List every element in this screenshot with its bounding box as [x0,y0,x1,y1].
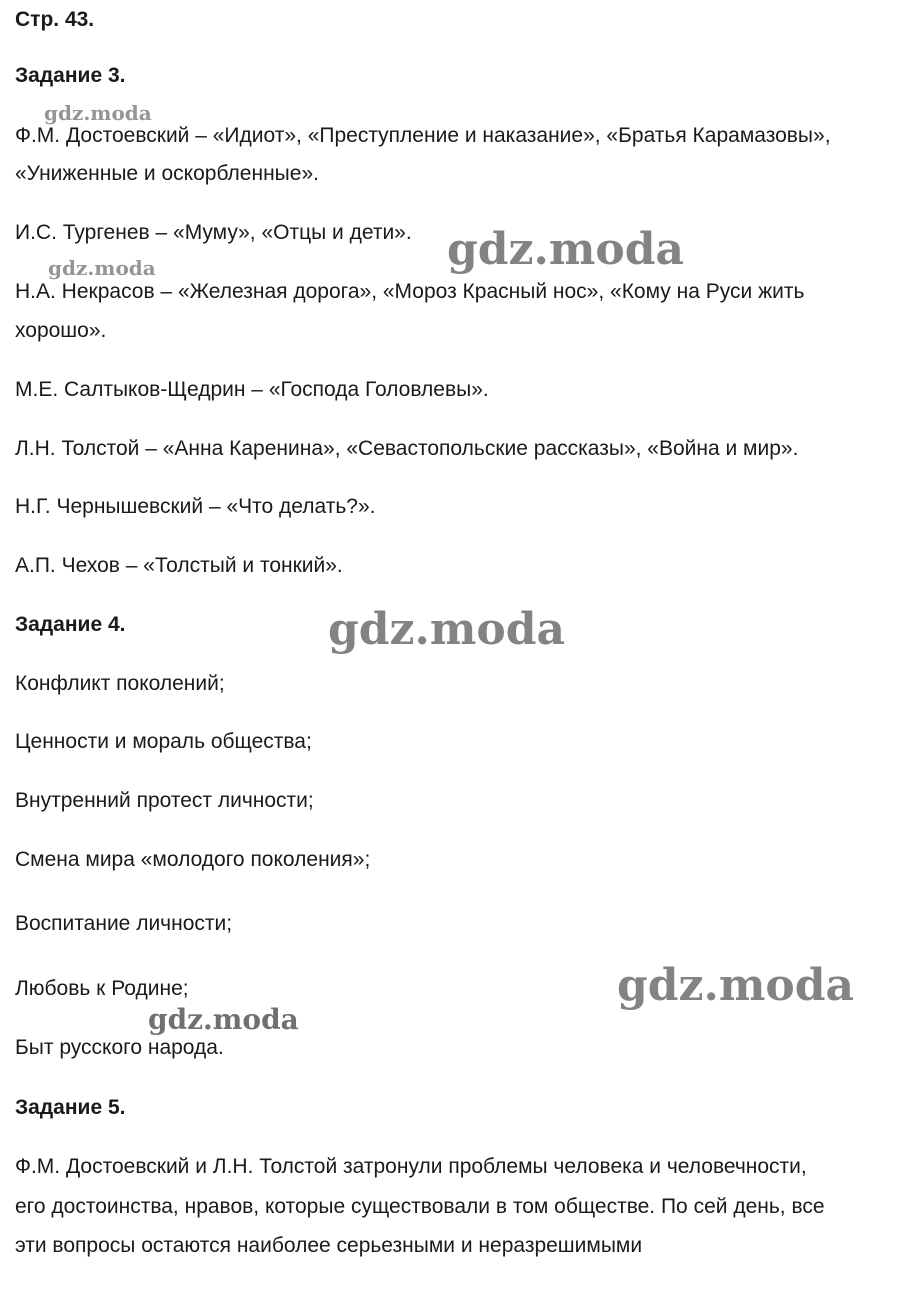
task-3-line: Н.А. Некрасов – «Железная дорога», «Мороз Красный нос», «Кому на Руси жить [15,280,805,303]
task-3-line: А.П. Чехов – «Толстый и тонкий». [15,554,343,577]
watermark-logo: gdz.moda [447,224,685,275]
page-number-header: Стр. 43. [15,8,95,31]
task-4-line: Ценности и мораль общества; [15,730,312,753]
task-3-line: Ф.М. Достоевский – «Идиот», «Преступление и наказание», «Братья Карамазовы», [15,124,831,147]
task-3-line: хорошо». [15,319,107,342]
task-3-line: Л.Н. Толстой – «Анна Каренина», «Севастопольские рассказы», «Война и мир». [15,437,799,460]
task-3-line: «Униженные и оскорбленные». [15,162,319,185]
watermark-logo: gdz.moda [48,256,156,280]
task-5-line: эти вопросы остаются наиболее серьезными и неразрешимыми [15,1234,643,1257]
task-3-line: М.Е. Салтыков-Щедрин – «Господа Головлевы». [15,378,489,401]
watermark-logo: gdz.moda [328,604,566,655]
task-4-line: Конфликт поколений; [15,672,225,695]
watermark-logo: gdz.moda [617,960,855,1011]
task-4-line: Внутренний протест личности; [15,789,314,812]
task-3-line: Н.Г. Чернышевский – «Что делать?». [15,495,376,518]
task-5-title: Задание 5. [15,1096,126,1119]
task-3-line: И.С. Тургенев – «Муму», «Отцы и дети». [15,221,412,244]
task-5-line: его достоинства, нравов, которые существовали в том обществе. По сей день, все [15,1195,825,1218]
task-4-line: Смена мира «молодого поколения»; [15,848,371,871]
task-3-title: Задание 3. [15,64,126,87]
watermark-logo: gdz.moda [44,101,152,125]
task-4-line: Любовь к Родине; [15,977,189,1000]
task-4-line: Быт русского народа. [15,1036,224,1059]
watermark-logo: gdz.moda [148,1003,299,1036]
task-5-line: Ф.М. Достоевский и Л.Н. Толстой затронули проблемы человека и человечности, [15,1155,807,1178]
task-4-title: Задание 4. [15,613,126,636]
task-4-line: Воспитание личности; [15,912,233,935]
